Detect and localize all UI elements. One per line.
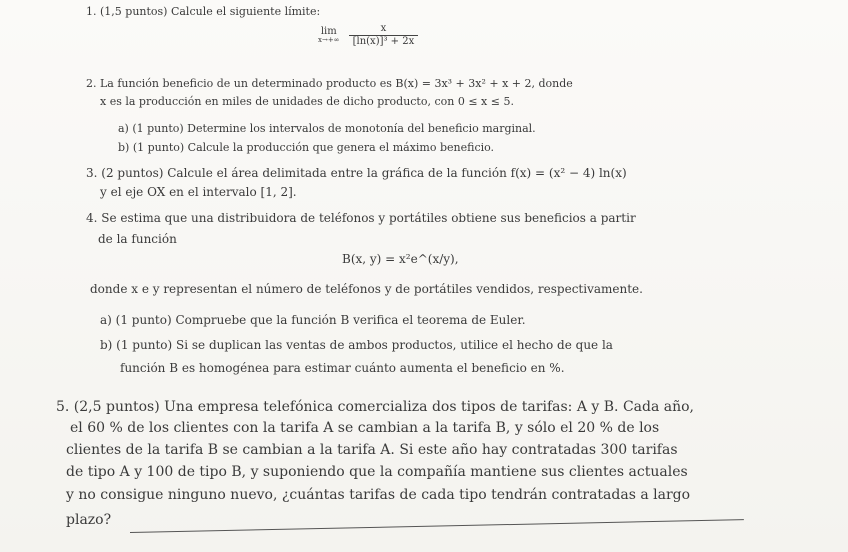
q3-line-1: 3. (2 puntos) Calcule el área delimitada entre la gráfica de la función f(x) = (x² − 4) ln(x): [86, 166, 627, 180]
q1-statement: 1. (1,5 puntos) Calcule el siguiente límite:: [86, 5, 321, 18]
q1-denominator: [ln(x)]³ + 2x: [349, 35, 419, 47]
q5-line-4: de tipo A y 100 de tipo B, y suponiendo que la compañía mantiene sus clientes actuales: [66, 464, 688, 480]
q3-line-2: y el eje OX en el intervalo [1, 2].: [100, 185, 297, 199]
q4-formula: B(x, y) = x²e^(x/y),: [342, 252, 459, 266]
q5-line-1: 5. (2,5 puntos) Una empresa telefónica comercializa dos tipos de tarifas: A y B. Cada año,: [56, 399, 694, 415]
q5-line-2: el 60 % de los clientes con la tarifa A se cambian a la tarifa B, y sólo el 20 % de los: [70, 420, 660, 436]
q4-part-a: a) (1 punto) Compruebe que la función B verifica el teorema de Euler.: [100, 313, 526, 327]
q1-lim-word: lim: [320, 26, 337, 37]
q2-line-1: 2. La función beneficio de un determinado producto es B(x) = 3x³ + 3x² + x + 2, donde: [86, 77, 573, 90]
q5-line-3: clientes de la tarifa B se cambian a la tarifa A. Si este año hay contratadas 300 tarifas: [66, 442, 678, 458]
q1-numerator: x: [380, 23, 387, 34]
q1-limit-expression: [318, 24, 418, 47]
q2-part-b: b) (1 punto) Calcule la producción que genera el máximo beneficio.: [118, 141, 495, 154]
q4-line-3: donde x e y representan el número de teléfonos y de portátiles vendidos, respectivamente.: [90, 282, 643, 296]
pen-stroke: [130, 519, 744, 533]
q5-line-5: y no consigue ninguno nuevo, ¿cuántas tarifas de cada tipo tendrán contratadas a largo: [66, 487, 691, 503]
q4-line-1: 4. Se estima que una distribuidora de teléfonos y portátiles obtiene sus beneficios a partir: [86, 211, 636, 225]
q1-limit-operator: [318, 27, 340, 44]
q4-line-2: de la función: [98, 232, 177, 246]
q2-line-2: x es la producción en miles de unidades de dicho producto, con 0 ≤ x ≤ 5.: [100, 95, 514, 108]
q2-part-a: a) (1 punto) Determine los intervalos de monotonía del beneficio marginal.: [118, 122, 536, 135]
q4-part-b-line-2: función B es homogénea para estimar cuánto aumenta el beneficio en %.: [120, 361, 565, 375]
q1-fraction: [349, 24, 419, 47]
q4-part-b-line-1: b) (1 punto) Si se duplican las ventas de ambos productos, utilice el hecho de que la: [100, 338, 613, 352]
q1-lim-subscript: x→+∞: [318, 36, 340, 44]
q5-line-6: plazo?: [66, 512, 112, 528]
